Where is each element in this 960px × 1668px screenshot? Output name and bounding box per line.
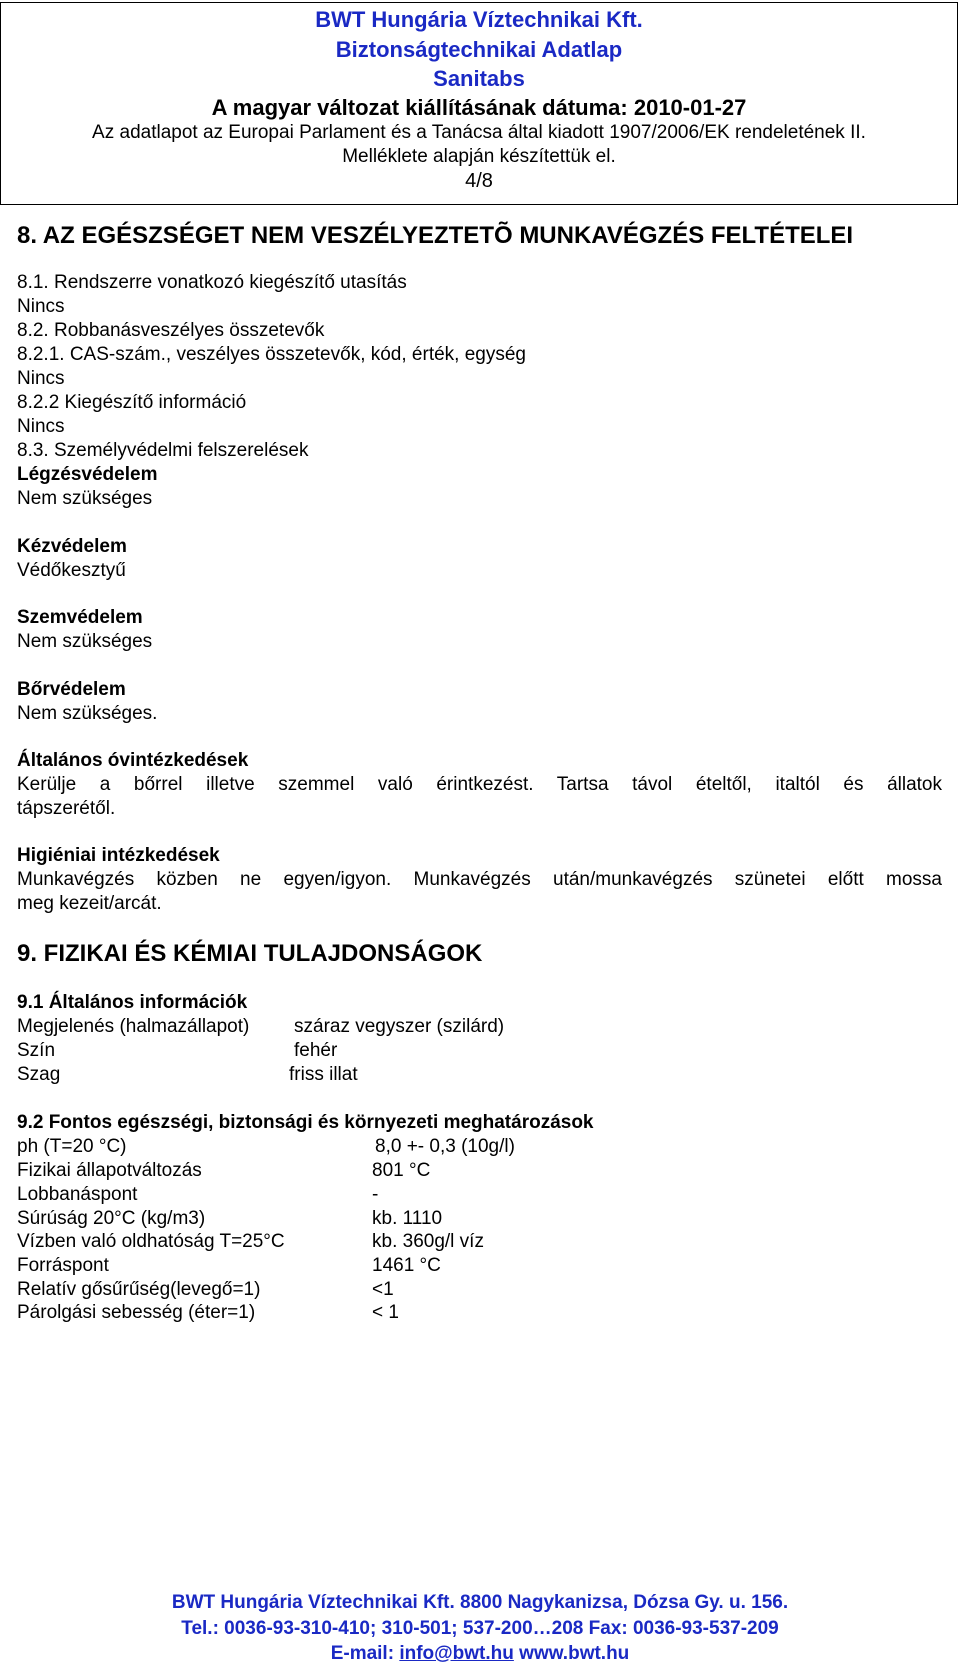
property-value: 801 °C [372,1160,431,1181]
email-label: E-mail: [330,1643,395,1664]
section-9-title: 9. FIZIKAI ÉS KÉMIAI TULAJDONSÁGOK [17,940,483,967]
respiratory-protection-title: Légzésvédelem [17,464,158,485]
website-link[interactable]: www.bwt.hu [519,1643,630,1664]
document-type: Biztonságtechnikai Adatlap [335,37,623,62]
property-value: - [372,1184,379,1205]
general-precautions-line-2: tápszerétől. [17,798,116,819]
section-8-3-title: 8.3. Személyvédelmi felszerelések [17,440,309,461]
issue-date: A magyar változat kiállításának dátuma: 2010-01-27 [211,95,747,120]
general-precautions-title: Általános óvintézkedések [17,750,249,771]
property-value: 1461 °C [372,1255,441,1276]
section-8-1-value: Nincs [17,296,65,317]
property-label: Forráspont [17,1255,109,1276]
property-value: <1 [372,1279,394,1300]
section-8-title: 8. AZ EGÉSZSÉGET NEM VESZÉLYEZTETÕ MUNKAVÉGZÉS FELTÉTELEI [17,222,854,249]
property-value: friss illat [289,1064,358,1085]
property-label: Vízben való oldhatóság T=25°C [17,1231,285,1252]
section-9-1-title: 9.1 Általános információk [17,992,248,1013]
property-value: fehér [294,1040,338,1061]
regulation-line-2: Melléklete alapján készítettük el. [342,146,616,167]
property-label: Súrúság 20°C (kg/m3) [17,1208,206,1229]
section-9-2-title: 9.2 Fontos egészségi, biztonsági és környezeti meghatározások [17,1112,594,1133]
hand-protection-value: Védőkesztyű [17,560,126,581]
section-8-2-1-title: 8.2.1. CAS-szám., veszélyes összetevők, kód, érték, egység [17,344,527,365]
property-label: Párolgási sebesség (éter=1) [17,1302,256,1323]
property-value: kb. 360g/l víz [372,1231,484,1252]
property-label: Megjelenés (halmazállapot) [17,1016,250,1037]
hand-protection-title: Kézvédelem [17,536,127,557]
property-label: Szag [17,1064,61,1085]
regulation-line-1: Az adatlapot az Europai Parlament és a Tanácsa által kiadott 1907/2006/EK rendeletének II. [92,122,866,143]
section-8-2-1-value: Nincs [17,368,65,389]
hygiene-measures-title: Higiéniai intézkedések [17,845,220,866]
section-8-2-title: 8.2. Robbanásveszélyes összetevők [17,320,325,341]
property-value: száraz vegyszer (szilárd) [294,1016,505,1037]
section-8-2-2-title: 8.2.2 Kiegészítő információ [17,392,247,413]
footer-phone-fax: Tel.: 0036-93-310-410; 310-501; 537-200…208 Fax: 0036-93-537-209 [181,1618,779,1639]
section-8-1-title: 8.1. Rendszerre vonatkozó kiegészítő utasítás [17,272,407,293]
page-number: 4/8 [465,170,493,192]
hygiene-measures-line-2: meg kezeit/arcát. [17,893,162,914]
respiratory-protection-value: Nem szükséges [17,488,153,509]
eye-protection-value: Nem szükséges [17,631,153,652]
property-value: < 1 [372,1302,399,1323]
property-label: ph (T=20 °C) [17,1136,127,1157]
product-name: Sanitabs [433,66,525,91]
property-value: kb. 1110 [372,1208,443,1229]
eye-protection-title: Szemvédelem [17,607,143,628]
property-label: Fizikai állapotváltozás [17,1160,202,1181]
footer-contact [0,1643,960,1665]
general-precautions-line-1: Kerülje a bőrrel illetve szemmel való érintkezést. Tartsa távol ételtől, italtól és állatok [17,774,942,795]
email-link[interactable]: info@bwt.hu [399,1643,514,1664]
section-8-2-2-value: Nincs [17,416,65,437]
skin-protection-title: Bőrvédelem [17,679,126,700]
company-name: BWT Hungária Víztechnikai Kft. [315,7,643,32]
property-label: Szín [17,1040,56,1061]
property-label: Relatív gősűrűség(levegő=1) [17,1279,261,1300]
skin-protection-value: Nem szükséges. [17,703,158,724]
hygiene-measures-line-1: Munkavégzés közben ne egyen/igyon. Munkavégzés után/munkavégzés szünetei előtt mossa [17,869,942,890]
footer-address: BWT Hungária Víztechnikai Kft. 8800 Nagykanizsa, Dózsa Gy. u. 156. [171,1592,789,1613]
property-value: 8,0 +- 0,3 (10g/l) [375,1136,515,1157]
property-label: Lobbanáspont [17,1184,138,1205]
